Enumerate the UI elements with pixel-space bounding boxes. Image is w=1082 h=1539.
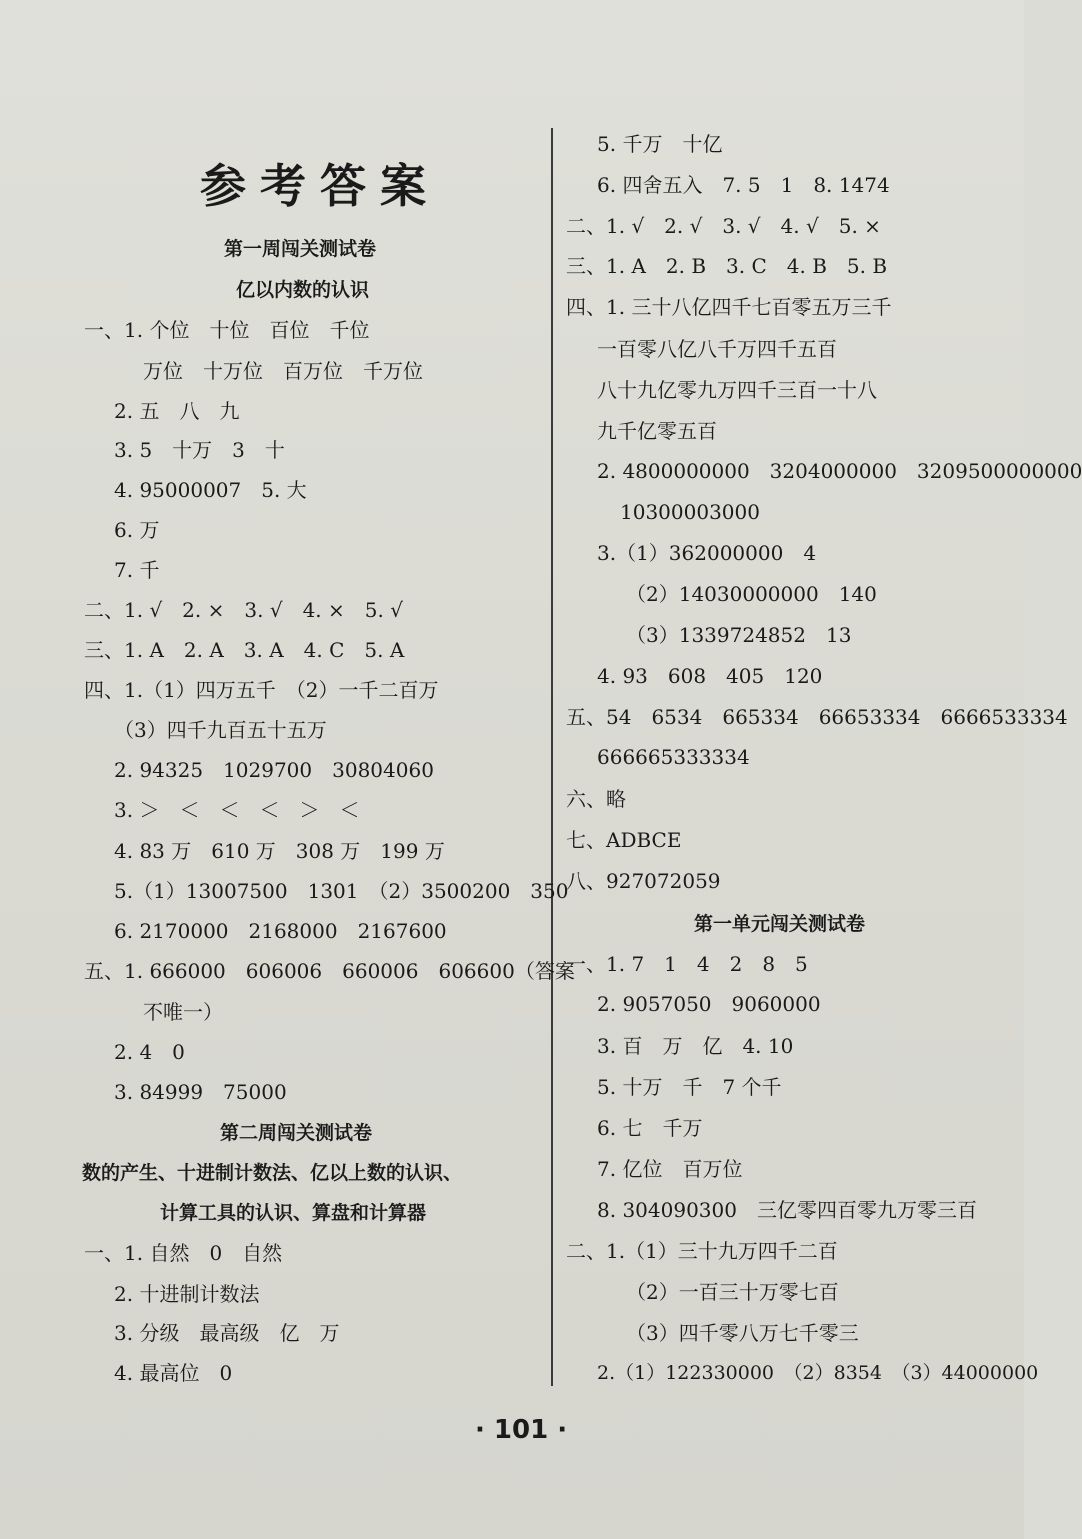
answer-line: 2.（1）122330000 （2）8354 （3）44000000 bbox=[597, 1362, 1039, 1384]
answer-line: 八十九亿零九万四千三百一十八 bbox=[597, 378, 877, 402]
answer-line: （2）一百三十万零七百 bbox=[626, 1280, 839, 1304]
column-divider bbox=[551, 128, 553, 1386]
answer-line: 二、1. √ 2. × 3. √ 4. × 5. √ bbox=[84, 598, 403, 622]
answer-line: 一、1. 7 1 4 2 8 5 bbox=[566, 952, 808, 976]
section-heading: 第二周闯关测试卷 bbox=[220, 1122, 373, 1144]
section-subheading: 计算工具的认识、算盘和计算器 bbox=[160, 1202, 427, 1224]
answer-line: 5. 十万 千 7 个千 bbox=[597, 1075, 782, 1099]
answer-line: （2）14030000000 140 bbox=[626, 582, 877, 606]
answer-line: 一、1. 自然 0 自然 bbox=[84, 1241, 283, 1265]
answer-line: 五、1. 666000 606006 660006 606600（答案 bbox=[84, 959, 575, 983]
answer-line: 2. 十进制计数法 bbox=[114, 1282, 260, 1306]
answer-line: 3. 百 万 亿 4. 10 bbox=[597, 1034, 794, 1058]
answer-line: 6. 七 千万 bbox=[597, 1116, 703, 1140]
answer-line: 5.（1）13007500 1301 （2）3500200 350 bbox=[114, 879, 569, 903]
answer-line: 七、ADBCE bbox=[566, 828, 682, 852]
answer-line: 6. 万 bbox=[114, 518, 160, 542]
answer-line: 三、1. A 2. B 3. C 4. B 5. B bbox=[566, 254, 888, 278]
answer-line: 三、1. A 2. A 3. A 4. C 5. A bbox=[84, 638, 405, 662]
answer-line: 10300003000 bbox=[620, 500, 760, 524]
answer-line: 一、1. 个位 十位 百位 千位 bbox=[84, 318, 370, 342]
answer-line: 2. 4800000000 3204000000 3209500000000 bbox=[597, 459, 1082, 483]
answer-line: 二、1. √ 2. √ 3. √ 4. √ 5. × bbox=[566, 214, 881, 238]
answer-line: 六、略 bbox=[566, 787, 626, 811]
section-heading: 第一单元闯关测试卷 bbox=[694, 913, 866, 935]
section-heading: 第一周闯关测试卷 bbox=[224, 238, 377, 260]
answer-line: （3）1339724852 13 bbox=[626, 623, 852, 647]
answer-line: 九千亿零五百 bbox=[597, 419, 717, 443]
answer-line: 3. ＞ ＜ ＜ ＜ ＞ ＜ bbox=[114, 798, 360, 822]
page-title: 参考答案 bbox=[200, 159, 440, 213]
answer-line: 6. 2170000 2168000 2167600 bbox=[114, 919, 447, 943]
answer-line: 4. 最高位 0 bbox=[114, 1361, 233, 1385]
answer-line: 3. 5 十万 3 十 bbox=[114, 438, 285, 462]
answer-line: 6. 四舍五入 7. 5 1 8. 1474 bbox=[597, 173, 890, 197]
answer-line: 4. 83 万 610 万 308 万 199 万 bbox=[114, 839, 445, 863]
answer-line: 4. 95000007 5. 大 bbox=[114, 478, 307, 502]
answer-line: 4. 93 608 405 120 bbox=[597, 664, 823, 688]
answer-line: 5. 千万 十亿 bbox=[597, 132, 723, 156]
answer-line: 四、1.（1）四万五千 （2）一千二百万 bbox=[84, 678, 439, 702]
section-subheading: 亿以内数的认识 bbox=[236, 279, 370, 301]
answer-line: 2. 94325 1029700 30804060 bbox=[114, 758, 434, 782]
answer-line: 2. 五 八 九 bbox=[114, 399, 240, 423]
answer-line: 3. 84999 75000 bbox=[114, 1080, 287, 1104]
answer-line: 八、927072059 bbox=[566, 869, 721, 893]
page-number: · 101 · bbox=[475, 1415, 568, 1445]
answer-line: 7. 亿位 百万位 bbox=[597, 1157, 743, 1181]
answer-line: 3.（1）362000000 4 bbox=[597, 541, 817, 565]
answer-line: 7. 千 bbox=[114, 558, 160, 582]
section-subheading: 数的产生、十进制计数法、亿以上数的认识、 bbox=[82, 1162, 463, 1184]
answer-line: 666665333334 bbox=[597, 745, 750, 769]
answer-line: （3）四千九百五十五万 bbox=[114, 718, 327, 742]
answer-line: 四、1. 三十八亿四千七百零五万三千 bbox=[566, 295, 892, 319]
answer-line: 2. 9057050 9060000 bbox=[597, 992, 821, 1016]
answer-line: 不唯一） bbox=[143, 1000, 223, 1024]
answer-line: 3. 分级 最高级 亿 万 bbox=[114, 1321, 340, 1345]
answer-line: 五、54 6534 665334 66653334 6666533334 bbox=[566, 705, 1068, 729]
answer-line: 2. 4 0 bbox=[114, 1040, 185, 1064]
answer-line: 二、1.（1）三十九万四千二百 bbox=[566, 1239, 838, 1263]
answer-line: 8. 304090300 三亿零四百零九万零三百 bbox=[597, 1198, 977, 1222]
answer-line: 万位 十万位 百万位 千万位 bbox=[143, 359, 423, 383]
answer-line: 一百零八亿八千万四千五百 bbox=[597, 337, 837, 361]
answer-line: （3）四千零八万七千零三 bbox=[626, 1321, 859, 1345]
